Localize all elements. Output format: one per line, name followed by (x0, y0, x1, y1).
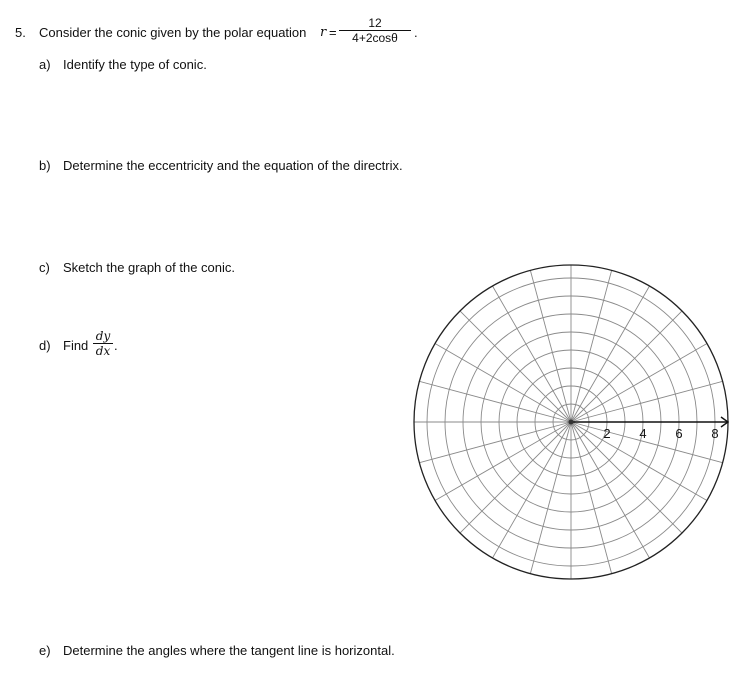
polar-axis-label: 6 (675, 426, 683, 441)
polar-origin (569, 420, 574, 425)
polar-spoke (419, 381, 571, 422)
part-d-text: Find (63, 338, 89, 353)
polar-spoke (571, 344, 707, 423)
equation-equals: = (329, 25, 337, 40)
polar-spoke (435, 344, 571, 423)
part-d-label: d) (39, 338, 51, 353)
polar-axis-label: 2 (603, 426, 611, 441)
polar-spoke (571, 286, 650, 422)
polar-spoke (460, 311, 571, 422)
polar-axis-label: 4 (639, 426, 647, 441)
problem-number: 5. (15, 25, 26, 40)
part-c-label: c) (39, 260, 50, 275)
polar-axis-label: 8 (711, 426, 719, 441)
part-d-period: . (114, 338, 118, 353)
part-c-text: Sketch the graph of the conic. (63, 260, 235, 275)
derivative-denominator: dx (95, 344, 111, 358)
part-e-text: Determine the angles where the tangent line is horizontal. (63, 643, 395, 658)
polar-spoke (571, 381, 723, 422)
polar-spoke (571, 422, 650, 558)
polar-spoke (571, 422, 612, 574)
polar-spoke (493, 286, 572, 422)
equation-lhs: r (320, 25, 327, 40)
polar-spoke (530, 422, 571, 574)
part-b-label: b) (39, 158, 51, 173)
equation-period: . (414, 25, 418, 40)
problem-intro: Consider the conic given by the polar equation (39, 25, 307, 40)
polar-spoke (493, 422, 572, 558)
polar-spoke (460, 422, 571, 533)
part-b-text: Determine the eccentricity and the equation of the directrix. (63, 158, 403, 173)
polar-spoke (530, 270, 571, 422)
polar-spoke (571, 270, 612, 422)
polar-spoke (419, 422, 571, 463)
derivative-numerator: dy (95, 329, 111, 343)
part-a-label: a) (39, 57, 51, 72)
polar-spoke (571, 311, 682, 422)
polar-spoke (571, 422, 723, 463)
part-e-label: e) (39, 643, 51, 658)
part-a-text: Identify the type of conic. (63, 57, 207, 72)
equation-numerator: 12 (368, 16, 382, 30)
polar-spoke (435, 422, 571, 501)
equation-denominator: 4+2cosθ (352, 31, 398, 45)
polar-spoke (571, 422, 682, 533)
